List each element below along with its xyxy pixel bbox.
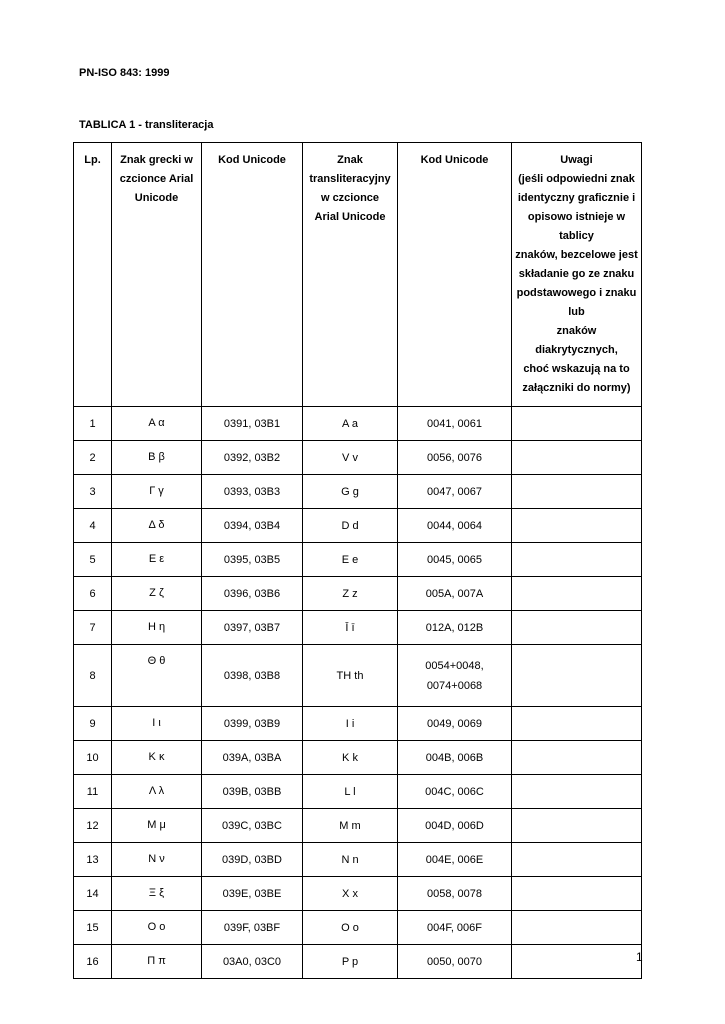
row-translit-code: 0058, 0078 xyxy=(398,877,512,911)
row-greek-code: 0391, 03B1 xyxy=(202,407,303,441)
row-greek-code: 039A, 03BA xyxy=(202,741,303,775)
row-translit-code: 0050, 0070 xyxy=(398,945,512,979)
header-greek-char: Znak grecki w czcionce Arial Unicode xyxy=(112,143,202,407)
row-greek-char: Μ μ xyxy=(112,809,202,843)
row-translit-char: X x xyxy=(303,877,398,911)
row-notes xyxy=(512,741,642,775)
row-lp: 2 xyxy=(74,441,112,475)
row-notes xyxy=(512,611,642,645)
table-row xyxy=(74,911,642,945)
row-greek-code: 0398, 03B8 xyxy=(202,645,303,707)
row-translit-char: E e xyxy=(303,543,398,577)
row-greek-code: 039E, 03BE xyxy=(202,877,303,911)
row-translit-code: 0041, 0061 xyxy=(398,407,512,441)
header-greek-code: Kod Unicode xyxy=(202,143,303,407)
row-notes xyxy=(512,911,642,945)
table-row xyxy=(74,775,642,809)
row-greek-code: 0393, 03B3 xyxy=(202,475,303,509)
document-title: PN-ISO 843: 1999 xyxy=(79,67,170,79)
row-notes xyxy=(512,877,642,911)
row-greek-code: 039D, 03BD xyxy=(202,843,303,877)
table-header-row xyxy=(74,143,642,407)
row-greek-char: Ι ι xyxy=(112,707,202,741)
row-translit-char: G g xyxy=(303,475,398,509)
row-notes xyxy=(512,475,642,509)
row-translit-char: A a xyxy=(303,407,398,441)
row-notes xyxy=(512,543,642,577)
row-notes xyxy=(512,945,642,979)
row-greek-code: 0399, 03B9 xyxy=(202,707,303,741)
table-row xyxy=(74,475,642,509)
row-lp: 12 xyxy=(74,809,112,843)
table-row xyxy=(74,707,642,741)
row-notes xyxy=(512,577,642,611)
row-translit-char: N n xyxy=(303,843,398,877)
row-notes xyxy=(512,407,642,441)
row-greek-char: Π π xyxy=(112,945,202,979)
row-lp: 6 xyxy=(74,577,112,611)
table-row xyxy=(74,945,642,979)
row-translit-code: 005A, 007A xyxy=(398,577,512,611)
row-translit-code: 0047, 0067 xyxy=(398,475,512,509)
transliteration-table xyxy=(73,142,642,979)
row-notes xyxy=(512,441,642,475)
row-translit-code: 0044, 0064 xyxy=(398,509,512,543)
row-translit-code: 004E, 006E xyxy=(398,843,512,877)
table-row xyxy=(74,877,642,911)
table-row xyxy=(74,809,642,843)
row-greek-char: Θ θ xyxy=(112,645,202,707)
row-greek-code: 039F, 03BF xyxy=(202,911,303,945)
row-lp: 3 xyxy=(74,475,112,509)
row-translit-code: 012A, 012B xyxy=(398,611,512,645)
row-lp: 10 xyxy=(74,741,112,775)
row-translit-code: 004C, 006C xyxy=(398,775,512,809)
row-notes xyxy=(512,775,642,809)
row-translit-char: Ī ī xyxy=(303,611,398,645)
row-greek-code: 0397, 03B7 xyxy=(202,611,303,645)
row-greek-char: Λ λ xyxy=(112,775,202,809)
row-greek-char: Ν ν xyxy=(112,843,202,877)
row-greek-char: Η η xyxy=(112,611,202,645)
row-lp: 9 xyxy=(74,707,112,741)
row-greek-code: 039B, 03BB xyxy=(202,775,303,809)
row-lp: 14 xyxy=(74,877,112,911)
header-translit-code: Kod Unicode xyxy=(398,143,512,407)
table-row xyxy=(74,577,642,611)
row-translit-code: 0054+0048, 0074+0068 xyxy=(398,645,512,707)
row-translit-char: P p xyxy=(303,945,398,979)
row-greek-char: Ε ε xyxy=(112,543,202,577)
row-greek-char: Β β xyxy=(112,441,202,475)
row-lp: 7 xyxy=(74,611,112,645)
table-row xyxy=(74,407,642,441)
table-row xyxy=(74,611,642,645)
row-notes xyxy=(512,645,642,707)
row-translit-char: Z z xyxy=(303,577,398,611)
row-lp: 1 xyxy=(74,407,112,441)
row-translit-code: 0045, 0065 xyxy=(398,543,512,577)
row-lp: 11 xyxy=(74,775,112,809)
row-greek-char: Γ γ xyxy=(112,475,202,509)
table-row xyxy=(74,543,642,577)
table-body xyxy=(74,407,642,979)
row-translit-code: 0056, 0076 xyxy=(398,441,512,475)
row-translit-char: I i xyxy=(303,707,398,741)
row-translit-char: V v xyxy=(303,441,398,475)
row-lp: 8 xyxy=(74,645,112,707)
page-number: 1 xyxy=(636,950,643,964)
row-greek-char: Κ κ xyxy=(112,741,202,775)
row-notes xyxy=(512,809,642,843)
row-notes xyxy=(512,843,642,877)
row-translit-char: O o xyxy=(303,911,398,945)
header-lp: Lp. xyxy=(74,143,112,407)
row-translit-char: TH th xyxy=(303,645,398,707)
row-greek-char: Δ δ xyxy=(112,509,202,543)
row-lp: 5 xyxy=(74,543,112,577)
row-translit-char: D d xyxy=(303,509,398,543)
table-caption: TABLICA 1 - transliteracja xyxy=(79,119,214,131)
row-lp: 13 xyxy=(74,843,112,877)
header-notes: Uwagi (jeśli odpowiedni znak identyczny graficznie i opisowo istnieje w tablicy znaków, bezcelowe jest składanie go ze znaku podstawowego i znaku lub znaków diakrytycznych, choć wskazują na to załączniki do normy) xyxy=(512,143,642,407)
row-translit-code: 0049, 0069 xyxy=(398,707,512,741)
table-row xyxy=(74,843,642,877)
table-row xyxy=(74,645,642,707)
row-translit-code: 004F, 006F xyxy=(398,911,512,945)
row-greek-code: 039C, 03BC xyxy=(202,809,303,843)
row-greek-code: 0395, 03B5 xyxy=(202,543,303,577)
row-greek-char: Ο ο xyxy=(112,911,202,945)
row-lp: 4 xyxy=(74,509,112,543)
row-lp: 15 xyxy=(74,911,112,945)
row-greek-char: Α α xyxy=(112,407,202,441)
row-translit-char: M m xyxy=(303,809,398,843)
row-lp: 16 xyxy=(74,945,112,979)
table-row xyxy=(74,741,642,775)
row-greek-code: 0394, 03B4 xyxy=(202,509,303,543)
row-greek-char: Ξ ξ xyxy=(112,877,202,911)
row-translit-code: 004B, 006B xyxy=(398,741,512,775)
row-greek-code: 0392, 03B2 xyxy=(202,441,303,475)
row-greek-code: 0396, 03B6 xyxy=(202,577,303,611)
row-translit-char: L l xyxy=(303,775,398,809)
row-translit-code: 004D, 006D xyxy=(398,809,512,843)
header-translit-char: Znak transliteracyjny w czcionce Arial Unicode xyxy=(303,143,398,407)
row-notes xyxy=(512,509,642,543)
row-greek-char: Ζ ζ xyxy=(112,577,202,611)
table-row xyxy=(74,441,642,475)
row-notes xyxy=(512,707,642,741)
table-row xyxy=(74,509,642,543)
row-translit-char: K k xyxy=(303,741,398,775)
row-greek-code: 03A0, 03C0 xyxy=(202,945,303,979)
